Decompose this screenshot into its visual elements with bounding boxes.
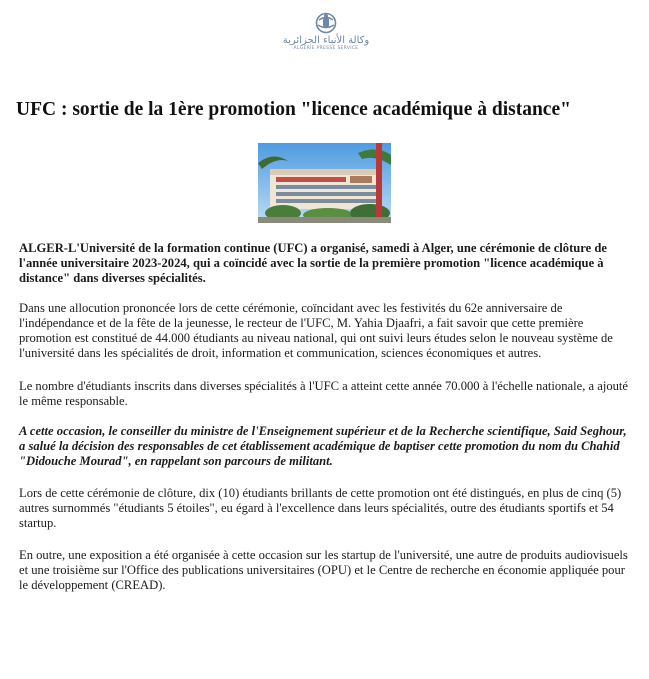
university-building-photo xyxy=(258,143,391,223)
article-paragraph-2: Le nombre d'étudiants inscrits dans diverses spécialités à l'UFC a atteint cette année 70.000 à l'échelle nationale, a ajouté le même responsable. xyxy=(19,379,629,408)
logo-latin-text: ALGERIE PRESSE SERVICE xyxy=(293,46,359,51)
article-lead: ALGER-L'Université de la formation continue (UFC) a organisé, samedi à Alger, une cérémonie de clôture de l'année universitaire 2023-2024, qui a coïncidé avec la sortie de la première promotion "licence académique à distance" dans diverses spécialités. xyxy=(19,241,607,285)
article-paragraph-4: Lors de cette cérémonie de clôture, dix (10) étudiants brillants de cette promotion ont été distingués, en plus de cinq (5) autres surnommés "étudiants 5 étoiles", eu égard à l'excellence dans leurs spécialités, outre des étudiants sportifs et 54 startup. xyxy=(19,486,622,530)
article-title: UFC : sortie de la 1ère promotion "licence académique à distance" xyxy=(16,99,571,120)
logo-arabic-text: وكالة الأنباء الجزائرية xyxy=(282,35,370,46)
aps-globe-logo-icon xyxy=(313,12,339,34)
article-paragraph-3: A cette occasion, le conseiller du ministre de l'Enseignement supérieur et de la Recherche scientifique, Said Seghour, a salué la décision des responsables de cet établissement académique de baptiser cette promotion du nom du Chahid "Didouche Mourad", en rappelant son parcours de militant. xyxy=(19,424,627,468)
aps-logo xyxy=(272,12,380,62)
article-paragraph-5: En outre, une exposition a été organisée à cette occasion sur les startup de l'université, une autre de produits audiovisuels et une troisième sur l'Office des publications universitaires (OPU) et le Centre de recherche en économie appliquée pour le développement (CREAD). xyxy=(19,548,628,592)
article-paragraph-1: Dans une allocution prononcée lors de cette cérémonie, coïncidant avec les festivités du 62e anniversaire de l'indépendance et de la fête de la jeunesse, le recteur de l'UFC, M. Yahia Djaafri, a fait savoir que cette première promotion est constitué de 44.000 étudiants au niveau national, qui ont suivi leurs études selon le nouveau système de l'université dans les spécialités de droit, information et communication, sciences économiques et autres. xyxy=(19,301,613,360)
